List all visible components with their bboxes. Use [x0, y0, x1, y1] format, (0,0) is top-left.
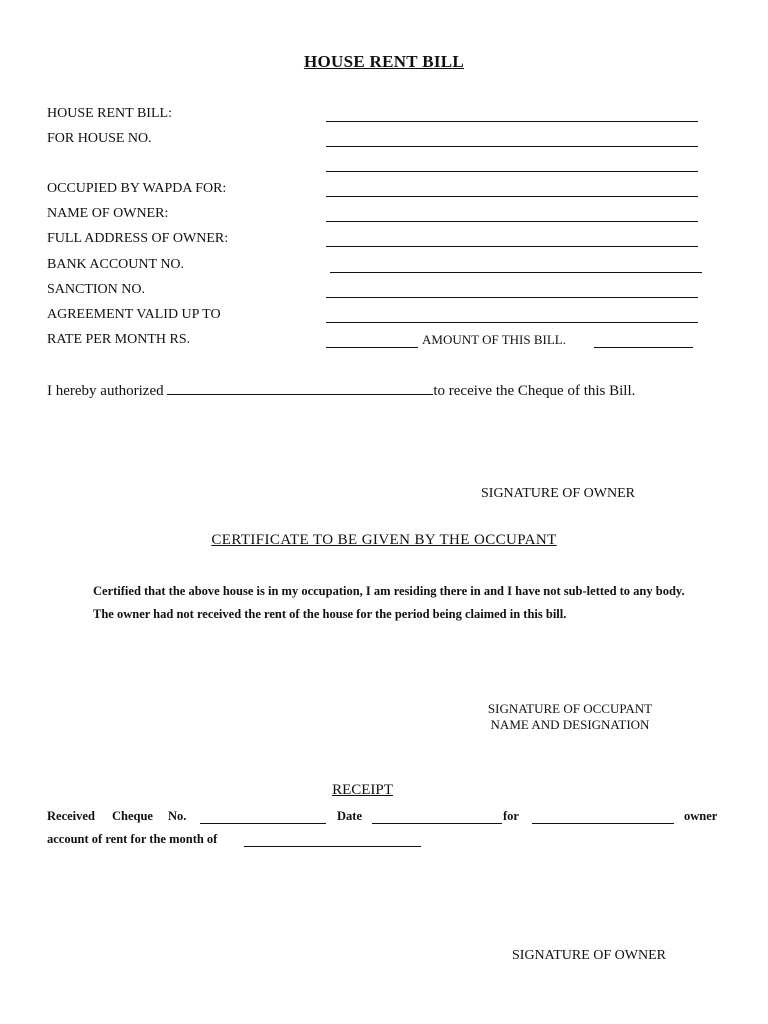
blank-line-date[interactable]	[372, 823, 502, 824]
certificate-title: CERTIFICATE TO BE GIVEN BY THE OCCUPANT	[211, 532, 557, 548]
signature-of-occupant-label: SIGNATURE OF OCCUPANT	[487, 701, 653, 716]
certificate-body: Certified that the above house is in my occupation, I am residing there in and I have not sub-letted to any body. The owner had not received the rent of the house for the period being claimed in this bill.	[93, 584, 685, 621]
receipt-title: RECEIPT	[332, 782, 393, 798]
field-label-house-rent-bill: HOUSE RENT BILL:	[47, 106, 172, 121]
blank-line-house-no[interactable]	[326, 146, 698, 147]
blank-line-name-of-owner[interactable]	[326, 221, 698, 222]
amount-of-bill-label: AMOUNT OF THIS BILL.	[422, 332, 566, 347]
receipt-owner-label: owner	[684, 809, 718, 823]
blank-line-house-rent-bill[interactable]	[326, 121, 698, 122]
blank-line-sanction-no[interactable]	[326, 297, 698, 298]
field-label-occupied-by: OCCUPIED BY WAPDA FOR:	[47, 181, 227, 196]
authorization-text	[47, 382, 635, 400]
blank-line-full-address[interactable]	[326, 246, 698, 247]
authorization-prefix: I hereby authorized	[47, 383, 164, 399]
name-and-designation-label: NAME AND DESIGNATION	[490, 717, 650, 732]
blank-line-amount-of-bill[interactable]	[594, 347, 693, 348]
field-label-rate-per-month: RATE PER MONTH RS.	[47, 332, 191, 347]
field-label-bank-account: BANK ACCOUNT NO.	[47, 257, 185, 272]
receipt-account-label: account of rent for the month of	[47, 832, 218, 846]
receipt-signature-of-owner-label: SIGNATURE OF OWNER	[512, 948, 666, 963]
page-title: HOUSE RENT BILL	[303, 52, 465, 71]
blank-line-for[interactable]	[532, 823, 674, 824]
field-label-house-no: FOR HOUSE NO.	[47, 131, 152, 146]
blank-line-house-no-cont[interactable]	[326, 171, 698, 172]
blank-line-cheque-no[interactable]	[200, 823, 326, 824]
blank-line-agreement-valid[interactable]	[326, 322, 698, 323]
field-label-full-address: FULL ADDRESS OF OWNER:	[47, 231, 229, 246]
authorized-person-blank[interactable]	[167, 382, 433, 395]
receipt-no-label: No.	[168, 809, 187, 823]
receipt-cheque-label: Cheque	[112, 809, 153, 823]
blank-line-month[interactable]	[244, 846, 421, 847]
receipt-received-label: Received	[47, 809, 95, 823]
authorization-suffix: to receive the Cheque of this Bill.	[433, 383, 636, 399]
receipt-for-label: for	[503, 809, 519, 823]
blank-line-rate-per-month[interactable]	[326, 347, 418, 348]
receipt-date-label: Date	[337, 809, 362, 823]
blank-line-occupied-by[interactable]	[326, 196, 698, 197]
field-label-sanction-no: SANCTION NO.	[47, 282, 145, 297]
field-label-name-of-owner: NAME OF OWNER:	[47, 206, 169, 221]
signature-of-owner-label: SIGNATURE OF OWNER	[481, 486, 635, 501]
field-label-agreement-valid: AGREEMENT VALID UP TO	[47, 307, 221, 322]
blank-line-bank-account[interactable]	[330, 272, 702, 273]
